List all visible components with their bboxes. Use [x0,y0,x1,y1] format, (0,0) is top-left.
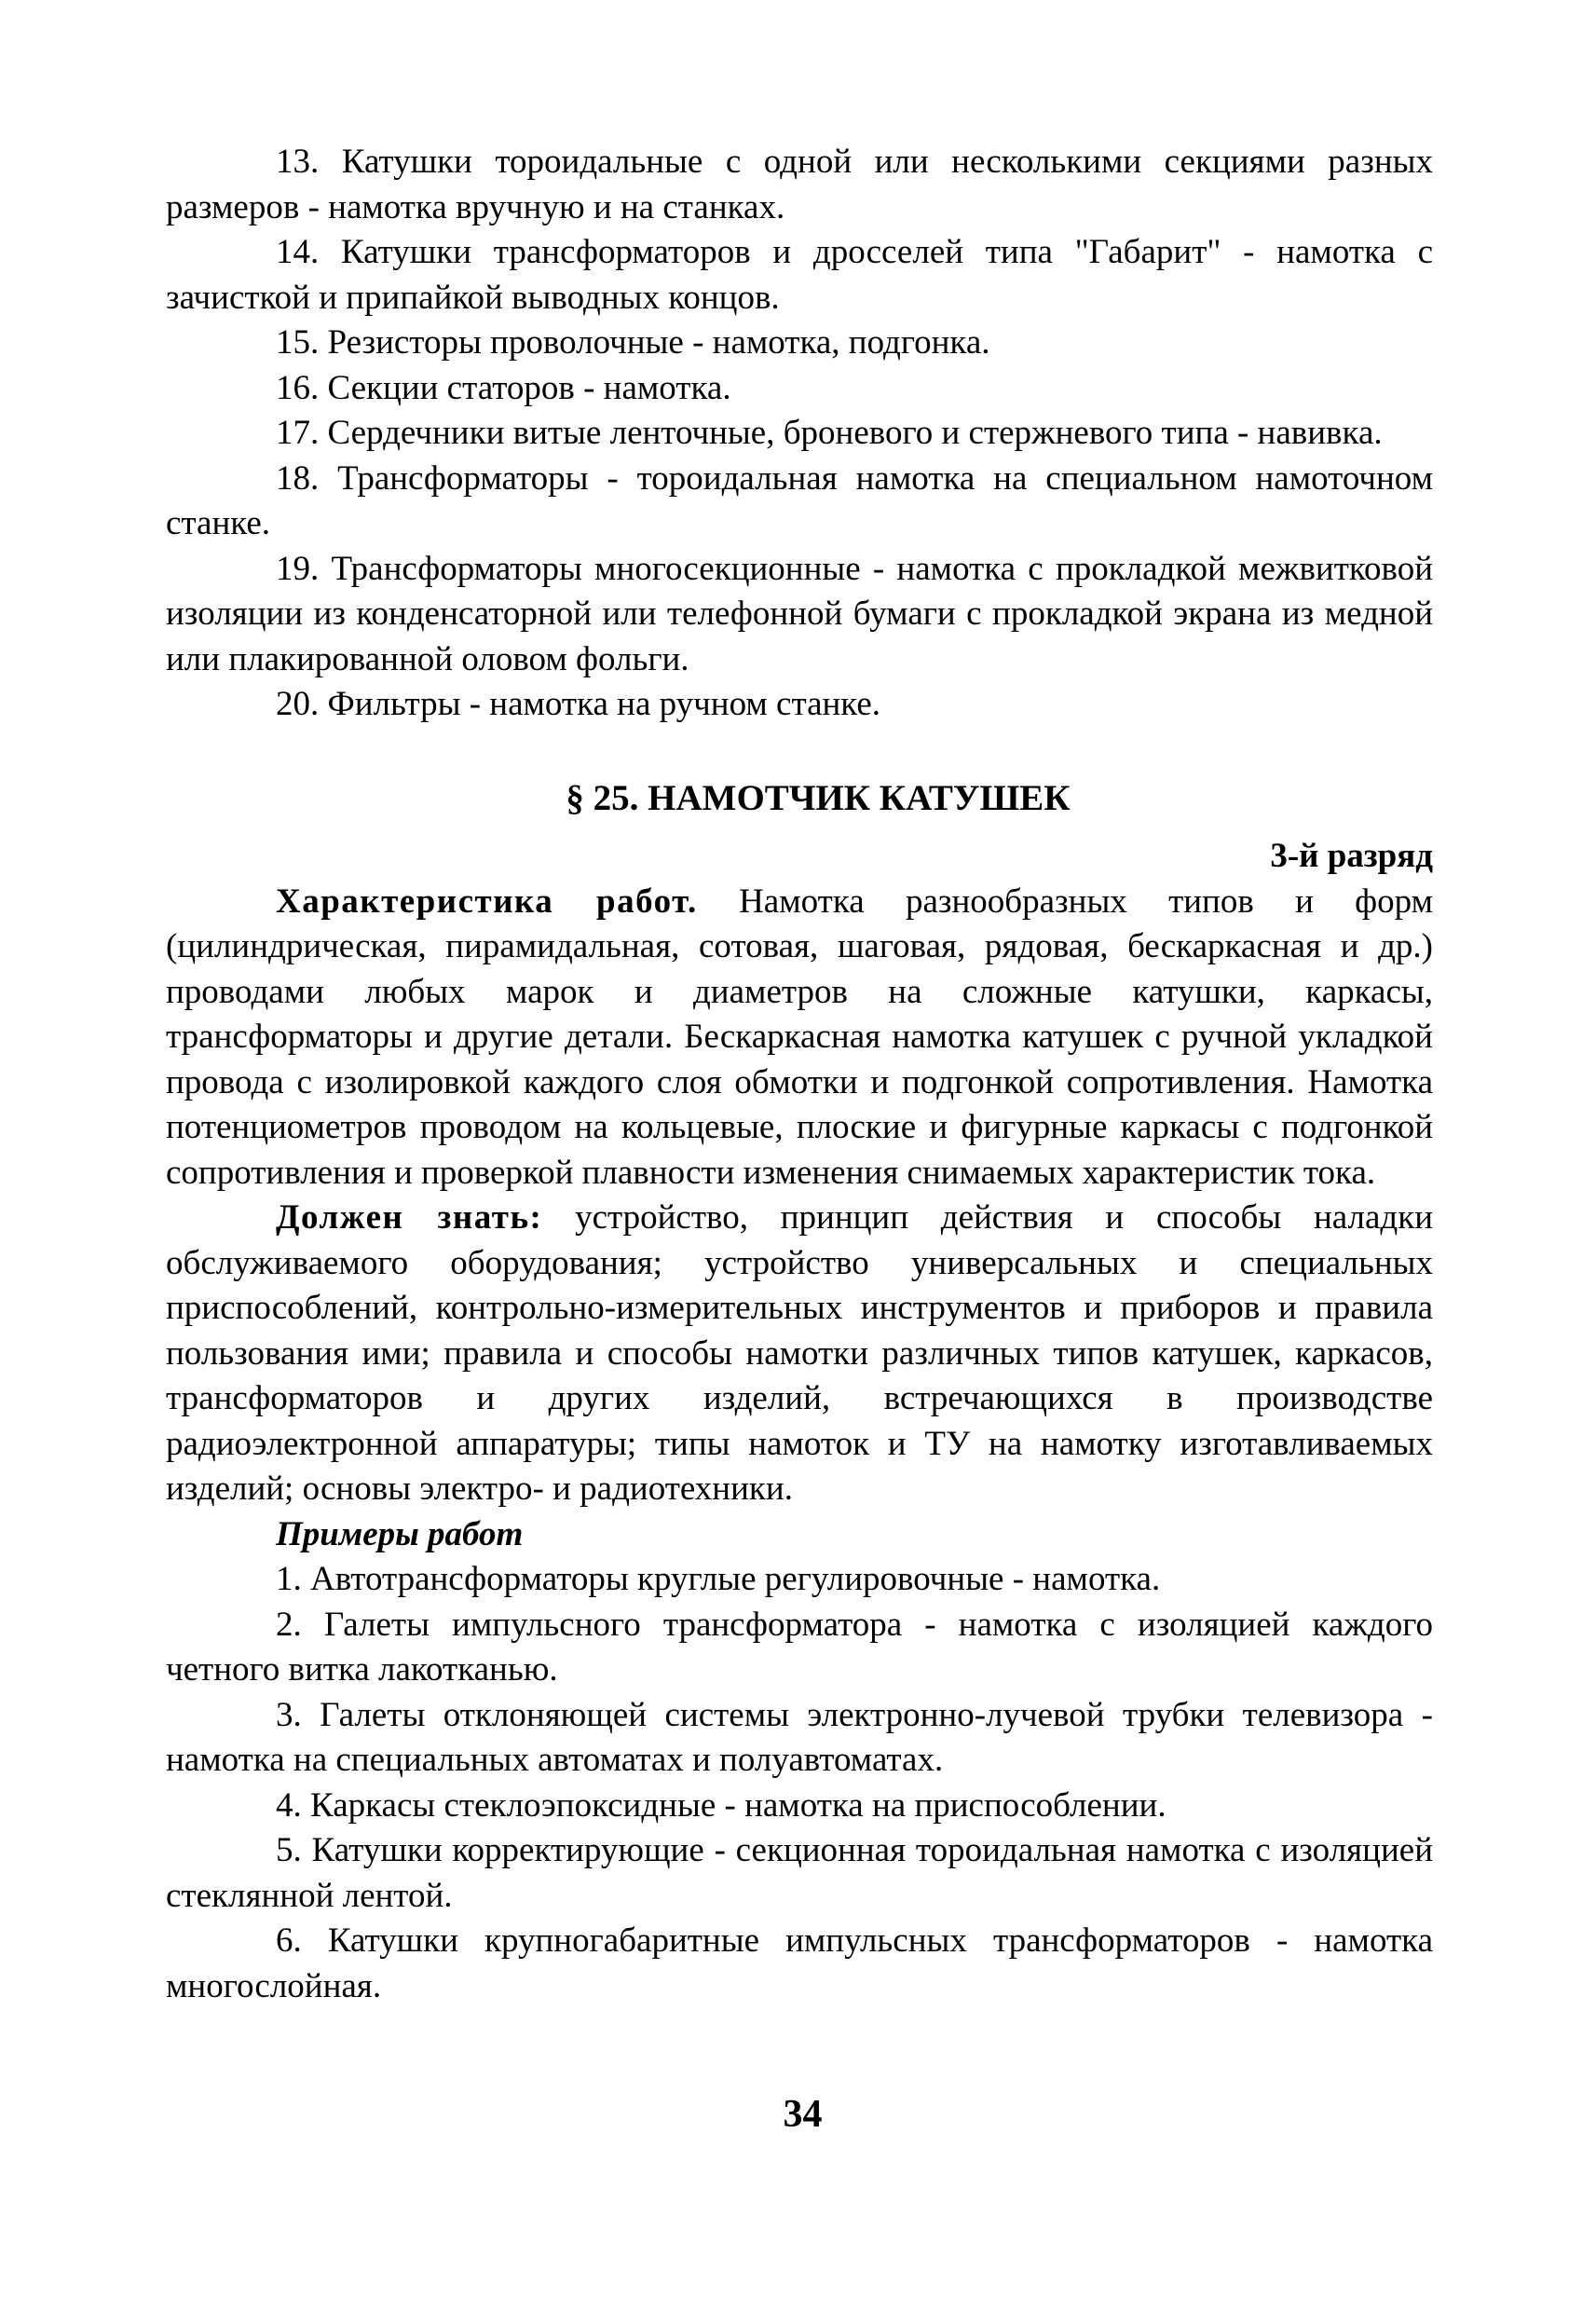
list-item: 17. Сердечники витые ленточные, броневого и стержневого типа - навивка. [276,414,1383,452]
example-item: 2. Галеты импульсного трансформатора - намотка с изоляцией каждого четного витка лакотканью. [166,1605,1433,1689]
list-item: 19. Трансформаторы многосекционные - намотка с прокладкой межвитковой изоляции из конденсаторной или телефонной бумаги с прокладкой экрана из медной или плакированной оловом фольги. [166,549,1433,678]
list-item: 13. Катушки тороидальные с одной или несколькими секциями разных размеров - намотка вручную и на станках. [166,143,1433,226]
page-content [166,140,1433,2009]
grade-label: 3-й разряд [1270,837,1433,875]
examples-heading: Примеры работ [276,1514,524,1553]
characteristic-text: Намотка разнообразных типов и форм (цилиндрическая, пирамидальная, сотовая, шаговая, рядовая, бескаркасная и др.) проводами любых марок и диаметров на сложные катушки, каркасы, трансформаторы и другие детали. Бескаркасная намотка катушек с ручной укладкой провода с изолировкой каждого слоя обмотки и подгонкой сопротивления. Намотка потенциометров проводом на кольцевые, плоские и фигурные каркасы с подгонкой сопротивления и проверкой плавности изменения снимаемых характеристик тока. [166,882,1434,1192]
list-item: 20. Фильтры - намотка на ручном станке. [276,685,881,723]
list-item: 15. Резисторы проволочные - намотка, подгонка. [276,323,990,362]
page-number: 34 [783,2093,823,2136]
list-item: 18. Трансформаторы - тороидальная намотка на специальном намоточном станке. [166,458,1433,542]
list-item: 16. Секции статоров - намотка. [276,368,731,407]
example-item: 4. Каркасы стеклоэпоксидные - намотка на приспособлении. [276,1785,1166,1825]
knowledge-text: устройство, принцип действия и способы наладки обслуживаемого оборудования; устройство универсальных и специальных приспособлений, контрольно-измерительных инструментов и приборов и правила пользования ими; правила и способы намотки различных типов катушек, каркасов, трансформаторов и других изделий, встречающихся в производстве радиоэлектронной аппаратуры; типы намоток и ТУ на намотку изготавливаемых изделий; основы электро- и радиотехники. [166,1198,1433,1508]
knowledge-label: Должен знать: [276,1198,543,1237]
section-title: § 25. НАМОТЧИК КАТУШЕК [566,777,1071,818]
example-item: 3. Галеты отклоняющей системы электронно-лучевой трубки телевизора - намотка на специальных автоматах и полуавтоматах. [166,1695,1433,1779]
characteristic-label: Характеристика работ. [276,882,698,921]
example-item: 1. Автотрансформаторы круглые регулировочные - намотка. [276,1560,1161,1598]
knowledge-paragraph [166,1196,1433,1512]
example-item: 6. Катушки крупногабаритные импульсных трансформаторов - намотка многослойная. [166,1921,1433,2005]
characteristic-paragraph [166,880,1433,1197]
example-item: 5. Катушки корректирующие - секционная тороидальная намотка с изоляцией стеклянной лентой. [166,1831,1433,1915]
list-item: 14. Катушки трансформаторов и дросселей типа "Габарит" - намотка с зачисткой и припайкой выводных концов. [166,233,1433,317]
